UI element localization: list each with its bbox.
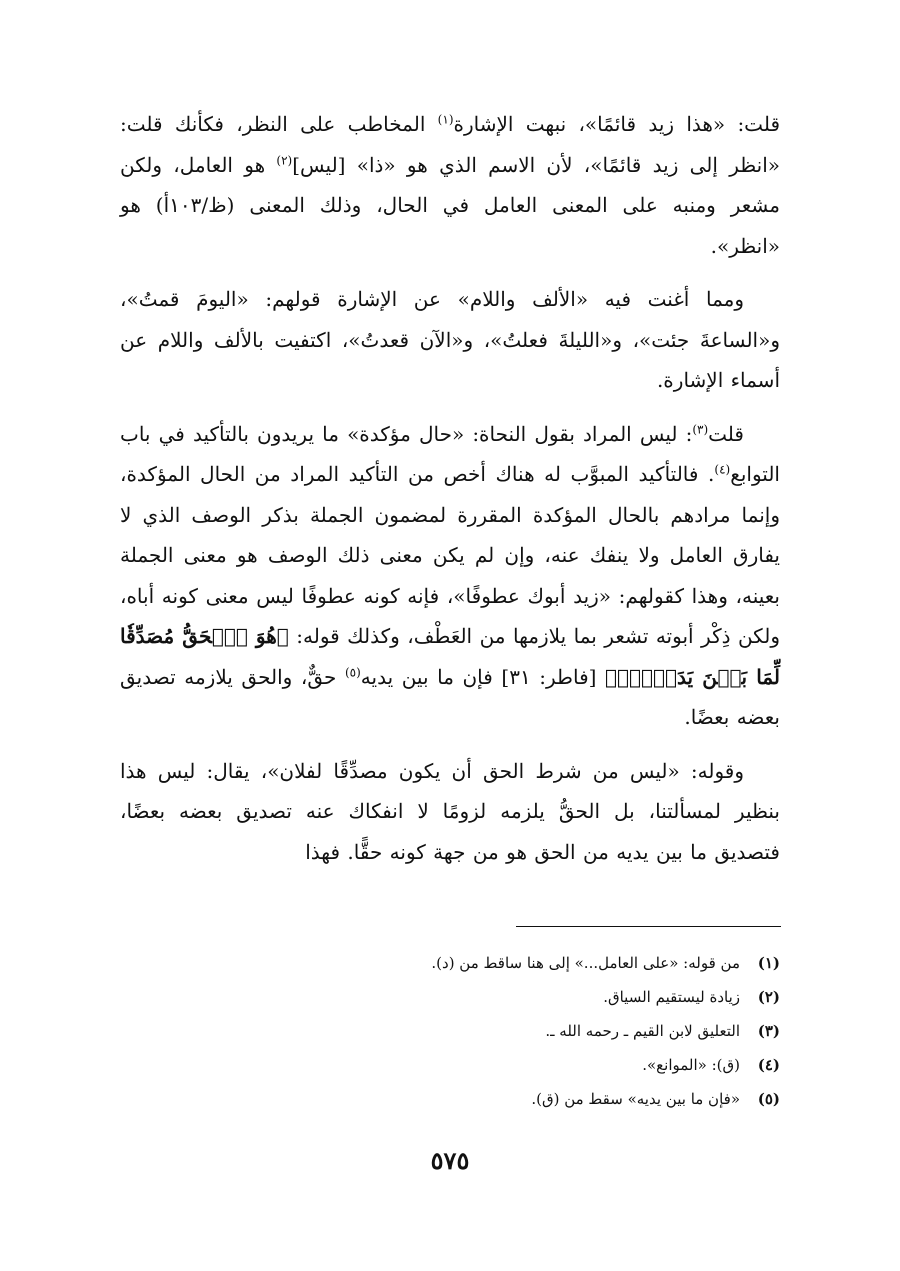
footnote-2 [120, 980, 780, 1014]
paragraph-3-part-a: قلت [708, 421, 744, 446]
footnote-number: (٥) [757, 1090, 780, 1108]
footnote-ref-1: (١) [437, 112, 454, 127]
footnote-ref-2: (٢) [276, 152, 293, 167]
footnote-text: التعليق لابن القيم ـ رحمه الله ـ. [545, 1022, 740, 1040]
paragraph-1-part-c: هو العامل، ولكن مشعر ومنبه على المعنى العامل في الحال، وذلك المعنى (ظ/١٠٣أ) هو «انظر». [120, 152, 780, 258]
paragraph-3-part-e: حقٌّ، والحق يلازمه تصديق بعضه بعضًا. [120, 664, 780, 729]
page-number: ٥٧٥ [430, 1146, 470, 1175]
footnote-divider [516, 926, 781, 927]
footnote-text: (ق): «الموانع». [642, 1056, 740, 1074]
paragraph-3-part-b: : ليس المراد بقول النحاة: «حال مؤكدة» ما يريدون بالتأكيد في باب التوابع [120, 421, 780, 486]
footnote-3 [120, 1014, 780, 1048]
main-text [120, 104, 780, 885]
footnote-text: «فإن ما بين يديه» سقط من (ق). [531, 1090, 740, 1108]
footnote-5 [120, 1082, 780, 1116]
footnote-ref-3: (٣) [692, 421, 709, 436]
footnote-text: من قوله: «على العامل...» إلى هنا ساقط من (د). [431, 954, 740, 972]
footnote-ref-5: (٥) [344, 664, 361, 679]
footnote-number: (٢) [757, 988, 780, 1006]
paragraph-3-part-c: . فالتأكيد المبوَّب له هناك أخص من التأكيد المراد من الحال المؤكدة، وإنما مرادهم بالحال المؤكدة المقررة لمضمون الجملة بذكر الوصف الذي لا يفارق العامل ولا ينفك عنه، وإن لم يكن معنى ذلك الوصف هو معنى الجملة بعينه، وهذا كقولهم: «زيد أبوك عطوفًا»، فإنه كونه عطوفًا ليس معنى كونه أباه، ولكن ذِكْر أبوته تشعر بما يلازمها من العَطْف، وكذلك قوله: [120, 462, 781, 648]
footnotes-list [120, 946, 780, 1116]
footnote-4 [120, 1048, 780, 1082]
paragraph-1-part-b: المخاطب على النظر، فكأنك قلت: «انظر إلى زيد قائمًا»، لأن الاسم الذي هو «ذا» [ليس] [120, 112, 780, 177]
paragraph-3 [120, 414, 780, 738]
footnote-number: (٤) [757, 1056, 780, 1074]
paragraph-4: وقوله: «ليس من شرط الحق أن يكون مصدِّقًا لفلان»، يقال: ليس هذا بنظير لمسألتنا، بل الحقُّ يلزمه لزومًا لا انفكاك عنه تصديق بعضه بعضًا، فتصديق ما بين يديه من الحق هو من جهة كونه حقًّا. فهذا [120, 758, 780, 864]
paragraph-1 [120, 104, 780, 266]
footnote-1 [120, 946, 780, 980]
footnote-ref-4: (٤) [714, 462, 731, 477]
footnote-number: (١) [757, 954, 780, 972]
paragraph-3-part-d: [فاطر: ٣١] فإن ما بين يديه [360, 664, 606, 689]
quran-verse: ﴿هُوَ ٱلۡحَقُّ مُصَدِّقٗا لِّمَا بَيۡنَ يَدَيۡهِۚ﴾ [120, 624, 780, 689]
footnote-number: (٣) [757, 1022, 780, 1040]
paragraph-2: ومما أغنت فيه «الألف واللام» عن الإشارة قولهم: «اليومَ قمتُ»، و«الساعةَ جئت»، و«الليلةَ فعلتُ»، و«الآن قعدتُ»، اكتفيت بالألف واللام عن أسماء الإشارة. [120, 287, 781, 392]
footnote-text: زيادة ليستقيم السياق. [603, 988, 740, 1006]
paragraph-1-part-a: قلت: «هذا زيد قائمًا»، نبهت الإشارة [453, 112, 781, 136]
